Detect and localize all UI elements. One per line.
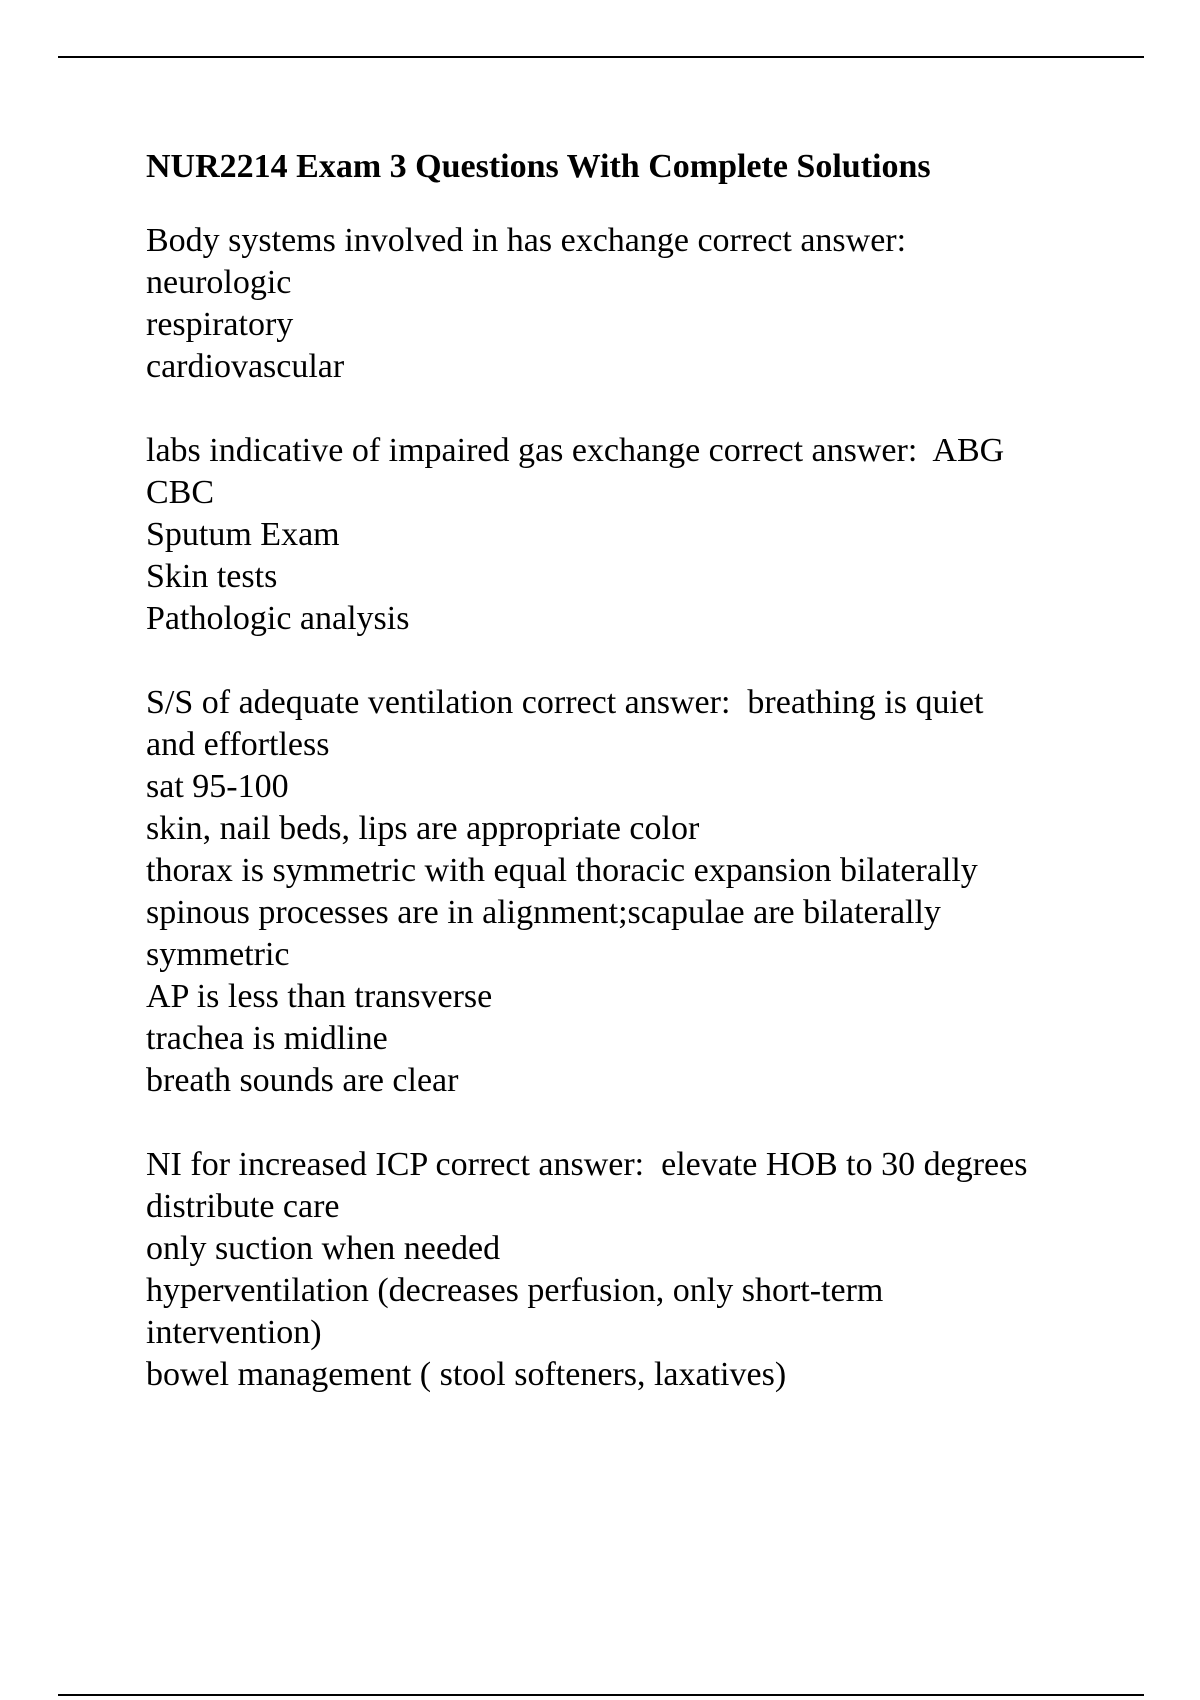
entry-line: Skin tests [146,558,278,595]
entry-line: and effortless [146,726,330,763]
entry-line: sat 95-100 [146,768,289,805]
entry-line: Sputum Exam [146,516,340,553]
entry-line: symmetric [146,936,290,973]
entry-line: AP is less than transverse [146,978,493,1015]
entry-line: bowel management ( stool softeners, laxatives) [146,1356,787,1393]
entry-line: only suction when needed [146,1230,501,1267]
entry-line: respiratory [146,306,294,343]
qa-entry-impaired-gas-labs [146,430,1106,640]
bottom-rule [58,1694,1144,1696]
entry-line: neurologic [146,264,292,301]
entry-line: spinous processes are in alignment;scapulae are bilaterally [146,894,941,931]
entry-line: hyperventilation (decreases perfusion, only short-term [146,1272,884,1309]
top-rule [58,56,1144,58]
entry-line: NI for increased ICP correct answer: elevate HOB to 30 degrees [146,1146,1028,1183]
entry-line: distribute care [146,1188,340,1225]
qa-entry-adequate-ventilation [146,682,1106,1102]
document-title: NUR2214 Exam 3 Questions With Complete Solutions [146,148,931,185]
entry-line: CBC [146,474,215,511]
entry-line: S/S of adequate ventilation correct answer: breathing is quiet [146,684,984,721]
qa-entry-increased-icp [146,1144,1106,1396]
entry-line: breath sounds are clear [146,1062,459,1099]
document-body [146,142,1106,1438]
entry-line: Body systems involved in has exchange correct answer: [146,222,907,259]
entry-line: intervention) [146,1314,322,1351]
entry-line: trachea is midline [146,1020,388,1057]
entry-line: thorax is symmetric with equal thoracic expansion bilaterally [146,852,978,889]
entry-line: skin, nail beds, lips are appropriate color [146,810,700,847]
entry-line: cardiovascular [146,348,345,385]
qa-entry-gas-exchange-systems [146,220,1106,388]
entry-line: labs indicative of impaired gas exchange correct answer: ABG [146,432,1005,469]
entry-line: Pathologic analysis [146,600,410,637]
